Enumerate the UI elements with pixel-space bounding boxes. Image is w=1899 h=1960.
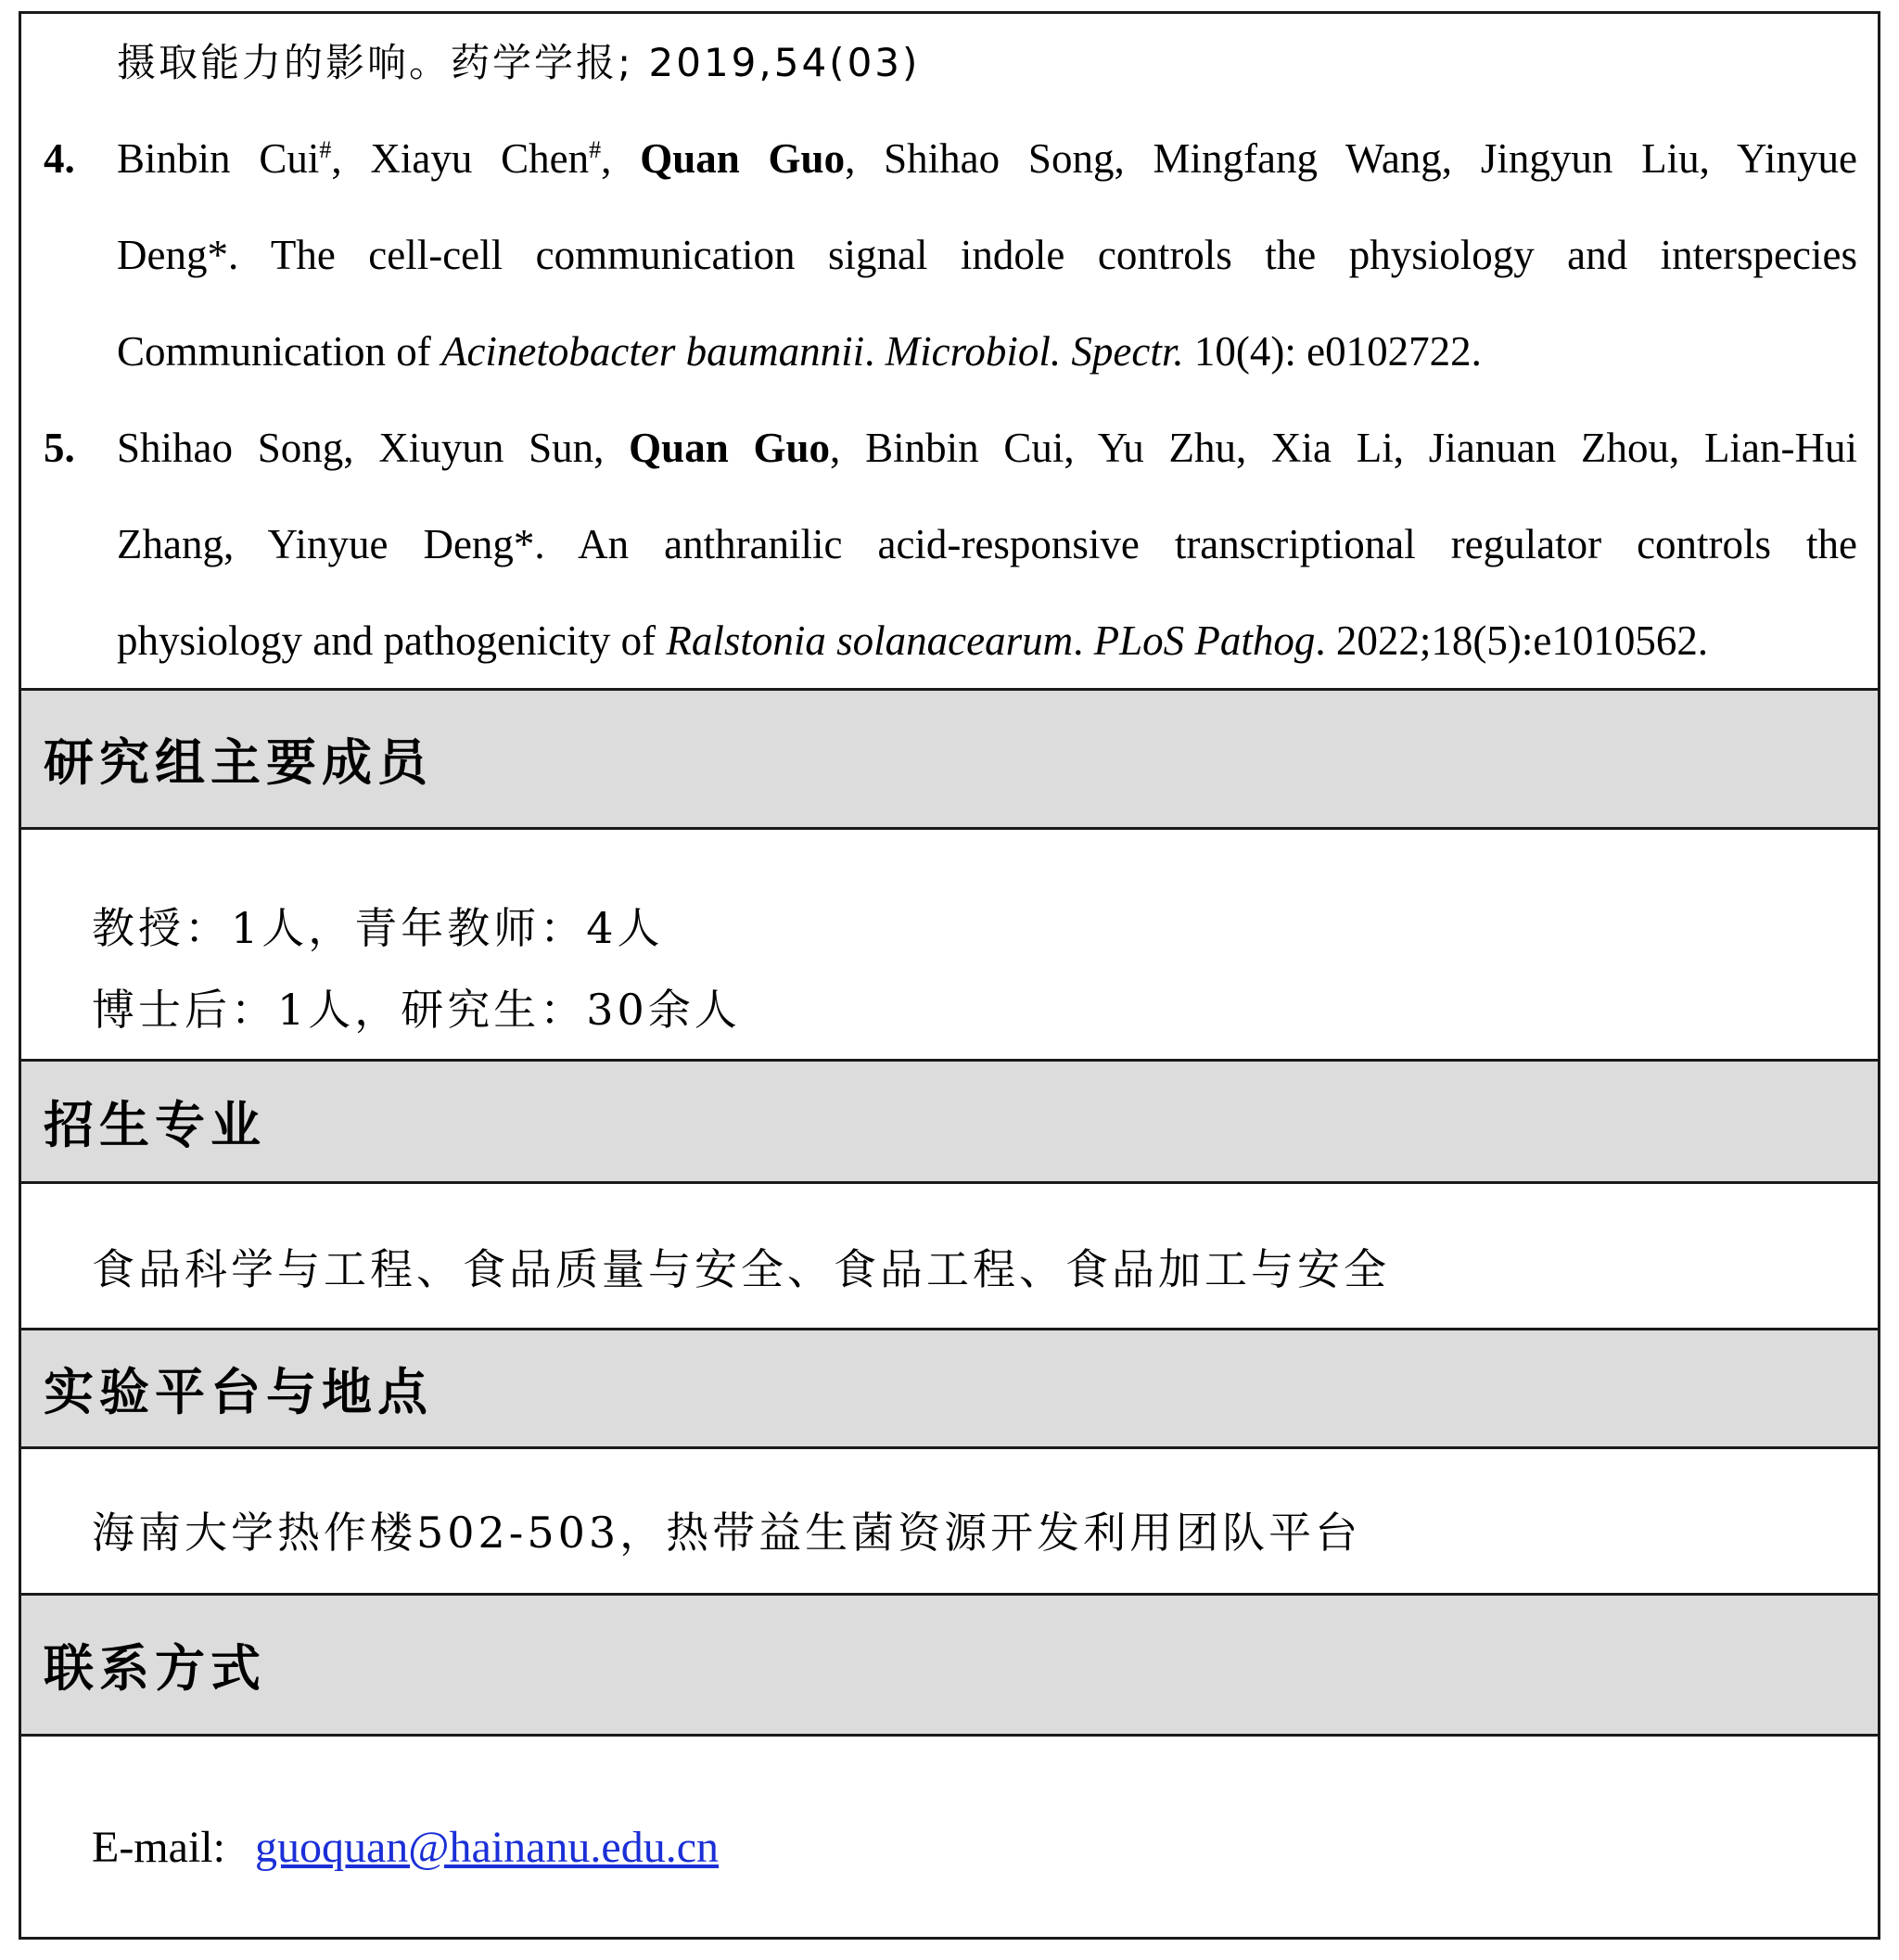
publication-number: 5. <box>44 425 75 471</box>
section-heading-majors: 招生专业 <box>21 1062 1878 1184</box>
highlighted-author: Quan Guo <box>640 135 846 182</box>
species-name: Ralstonia solanacearum <box>666 617 1074 664</box>
publication-item-5-line1 <box>21 400 1878 496</box>
members-line-1: 教授：1人，青年教师：4人 <box>92 903 664 953</box>
publication-item-5-line2: Zhang, Yinyue Deng*. An anthranilic acid-responsive transcriptional regulator controls the <box>117 521 1857 567</box>
members-section <box>21 830 1878 1062</box>
publication-tail-line <box>21 14 1878 111</box>
publication-authors: Binbin Cui#, Xiayu Chen#, Quan Guo, Shihao Song, Mingfang Wang, Jingyun Liu, Yinyue <box>117 135 1858 182</box>
section-heading-members: 研究组主要成员 <box>21 691 1878 830</box>
publication-authors: Shihao Song, Xiuyun Sun, Quan Guo, Binbin Cui, Yu Zhu, Xia Li, Jianuan Zhou, Lian-Hui <box>117 425 1858 471</box>
platform-section <box>21 1449 1878 1596</box>
publication-item-5-line3: physiology and pathogenicity of Ralstonia solanacearum. PLoS Pathog. 2022;18(5):e1010562. <box>117 617 1709 664</box>
majors-text: 食品科学与工程、食品质量与安全、食品工程、食品加工与安全 <box>92 1244 1390 1294</box>
majors-section <box>21 1184 1878 1330</box>
publication-item-4-line1 <box>21 110 1878 207</box>
section-heading-platform: 实验平台与地点 <box>21 1330 1878 1449</box>
email-link[interactable]: guoquan@hainanu.edu.cn <box>254 1823 720 1872</box>
publication-item-4-line3: Communication of Acinetobacter baumannii. Microbiol. Spectr. 10(4): e0102722. <box>117 328 1482 375</box>
contact-section <box>21 1737 1878 1942</box>
publication-tail-text: 摄取能力的影响。药学学报; 2019,54(03) <box>117 40 921 85</box>
platform-text: 海南大学热作楼502-503，热带益生菌资源开发利用团队平台 <box>92 1508 1362 1558</box>
email-label: E-mail: <box>92 1823 225 1872</box>
highlighted-author: Quan Guo <box>629 425 831 471</box>
section-heading-contact: 联系方式 <box>21 1596 1878 1737</box>
species-name: Acinetobacter baumannii <box>440 328 865 375</box>
document-table <box>19 11 1880 1940</box>
journal-name: Microbiol. Spectr. <box>885 328 1184 375</box>
contact-email-line <box>92 1822 719 1873</box>
members-line-2: 博士后：1人，研究生：30余人 <box>92 985 741 1035</box>
journal-name: PLoS Pathog <box>1093 617 1316 664</box>
publications-section <box>21 14 1878 691</box>
publication-number: 4. <box>44 135 75 182</box>
publication-item-4-line2: Deng*. The cell-cell communication signal indole controls the physiology and interspecies <box>117 232 1857 278</box>
